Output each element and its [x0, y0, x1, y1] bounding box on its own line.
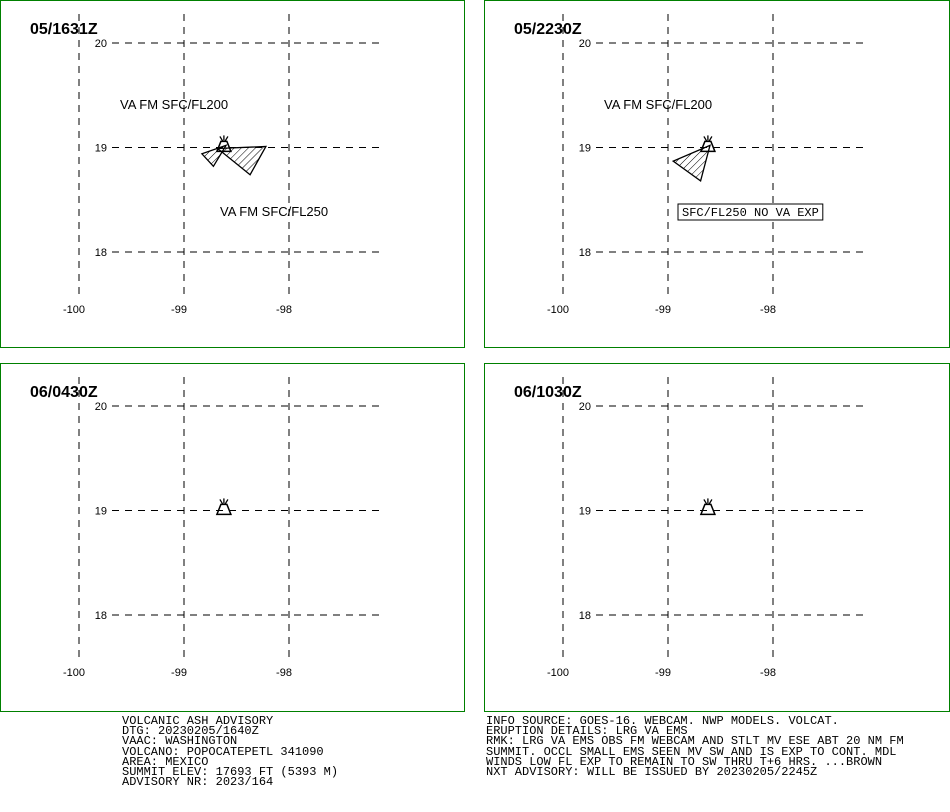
advisory-info-line: VOLCANIC ASH ADVISORY — [122, 714, 274, 728]
no-ash-expected-label — [678, 204, 823, 220]
forecast-panel-2 — [485, 1, 950, 348]
advisory-info-left — [122, 714, 339, 790]
latitude-label: 20 — [94, 38, 107, 50]
advisory-info-line: DTG: 20230205/1640Z — [122, 724, 259, 739]
advisory-info-line: SUMMIT ELEV: 17693 FT (5393 M) — [122, 764, 339, 779]
valid-time: 05/1631Z — [30, 21, 98, 38]
longitude-label: -99 — [171, 304, 187, 316]
panel-border — [1, 1, 465, 348]
longitude-label: -100 — [62, 667, 86, 679]
panel-border — [485, 1, 950, 348]
svg-text:SFC/FL250 NO VA EXP: SFC/FL250 NO VA EXP — [682, 206, 819, 220]
advisory-remark-line: RMK: LRG VA EMS OBS FM WEBCAM AND STLT MV ESE ABT 20 NM FM — [486, 734, 904, 749]
latitude-label: 18 — [578, 247, 591, 259]
valid-time: 06/1030Z — [514, 384, 582, 401]
valid-time: 06/0430Z — [30, 384, 98, 401]
longitude-label: -98 — [760, 667, 776, 679]
latitude-label: 20 — [578, 401, 591, 413]
advisory-info-line: AREA: MEXICO — [122, 754, 209, 769]
longitude-label: -99 — [171, 667, 187, 679]
longitude-label: -100 — [546, 667, 570, 679]
latitude-label: 19 — [94, 142, 107, 155]
latitude-label: 19 — [578, 505, 591, 518]
longitude-label: -99 — [655, 304, 671, 316]
advisory-remark-line: SUMMIT. OCCL SMALL EMS SEEN MV SW AND IS EXP TO CONT. MDL — [486, 744, 897, 759]
advisory-info-right — [486, 716, 904, 777]
advisory-remark-line: INFO SOURCE: GOES-16. WEBCAM. NWP MODELS. VOLCAT. — [486, 714, 839, 728]
panel-border — [485, 364, 950, 712]
advisory-remark-line: WINDS LOW FL EXP TO REMAIN TO SW THRU T+6 HRS. ...BROWN — [486, 754, 883, 769]
longitude-label: -100 — [546, 304, 570, 316]
longitude-label: -99 — [655, 667, 671, 679]
latitude-label: 20 — [94, 401, 107, 413]
advisory-info-line: VOLCANO: POPOCATEPETL 341090 — [122, 744, 324, 759]
advisory-info-line: VAAC: WASHINGTON — [122, 734, 238, 749]
latitude-label: 19 — [578, 142, 591, 155]
panel-border — [1, 364, 465, 712]
longitude-label: -98 — [760, 304, 776, 316]
longitude-label: -98 — [276, 304, 292, 316]
latitude-label: 18 — [94, 247, 107, 259]
altitude-label: VA FM SFC/FL200 — [604, 97, 713, 112]
latitude-label: 20 — [578, 38, 591, 50]
longitude-label: -100 — [62, 304, 86, 316]
valid-time: 05/2230Z — [514, 21, 582, 38]
forecast-panel-1 — [1, 1, 465, 348]
advisory-info-line: ADVISORY NR: 2023/164 — [122, 775, 274, 790]
advisory-remark-line: ERUPTION DETAILS: LRG VA EMS — [486, 724, 688, 739]
altitude-label: VA FM SFC/FL250 — [220, 204, 329, 219]
latitude-label: 19 — [94, 505, 107, 518]
latitude-label: 18 — [94, 610, 107, 622]
advisory-remark-line: NXT ADVISORY: WILL BE ISSUED BY 20230205/2245Z — [486, 764, 818, 779]
altitude-label: VA FM SFC/FL200 — [120, 97, 229, 112]
latitude-label: 18 — [578, 610, 591, 622]
longitude-label: -98 — [276, 667, 292, 679]
